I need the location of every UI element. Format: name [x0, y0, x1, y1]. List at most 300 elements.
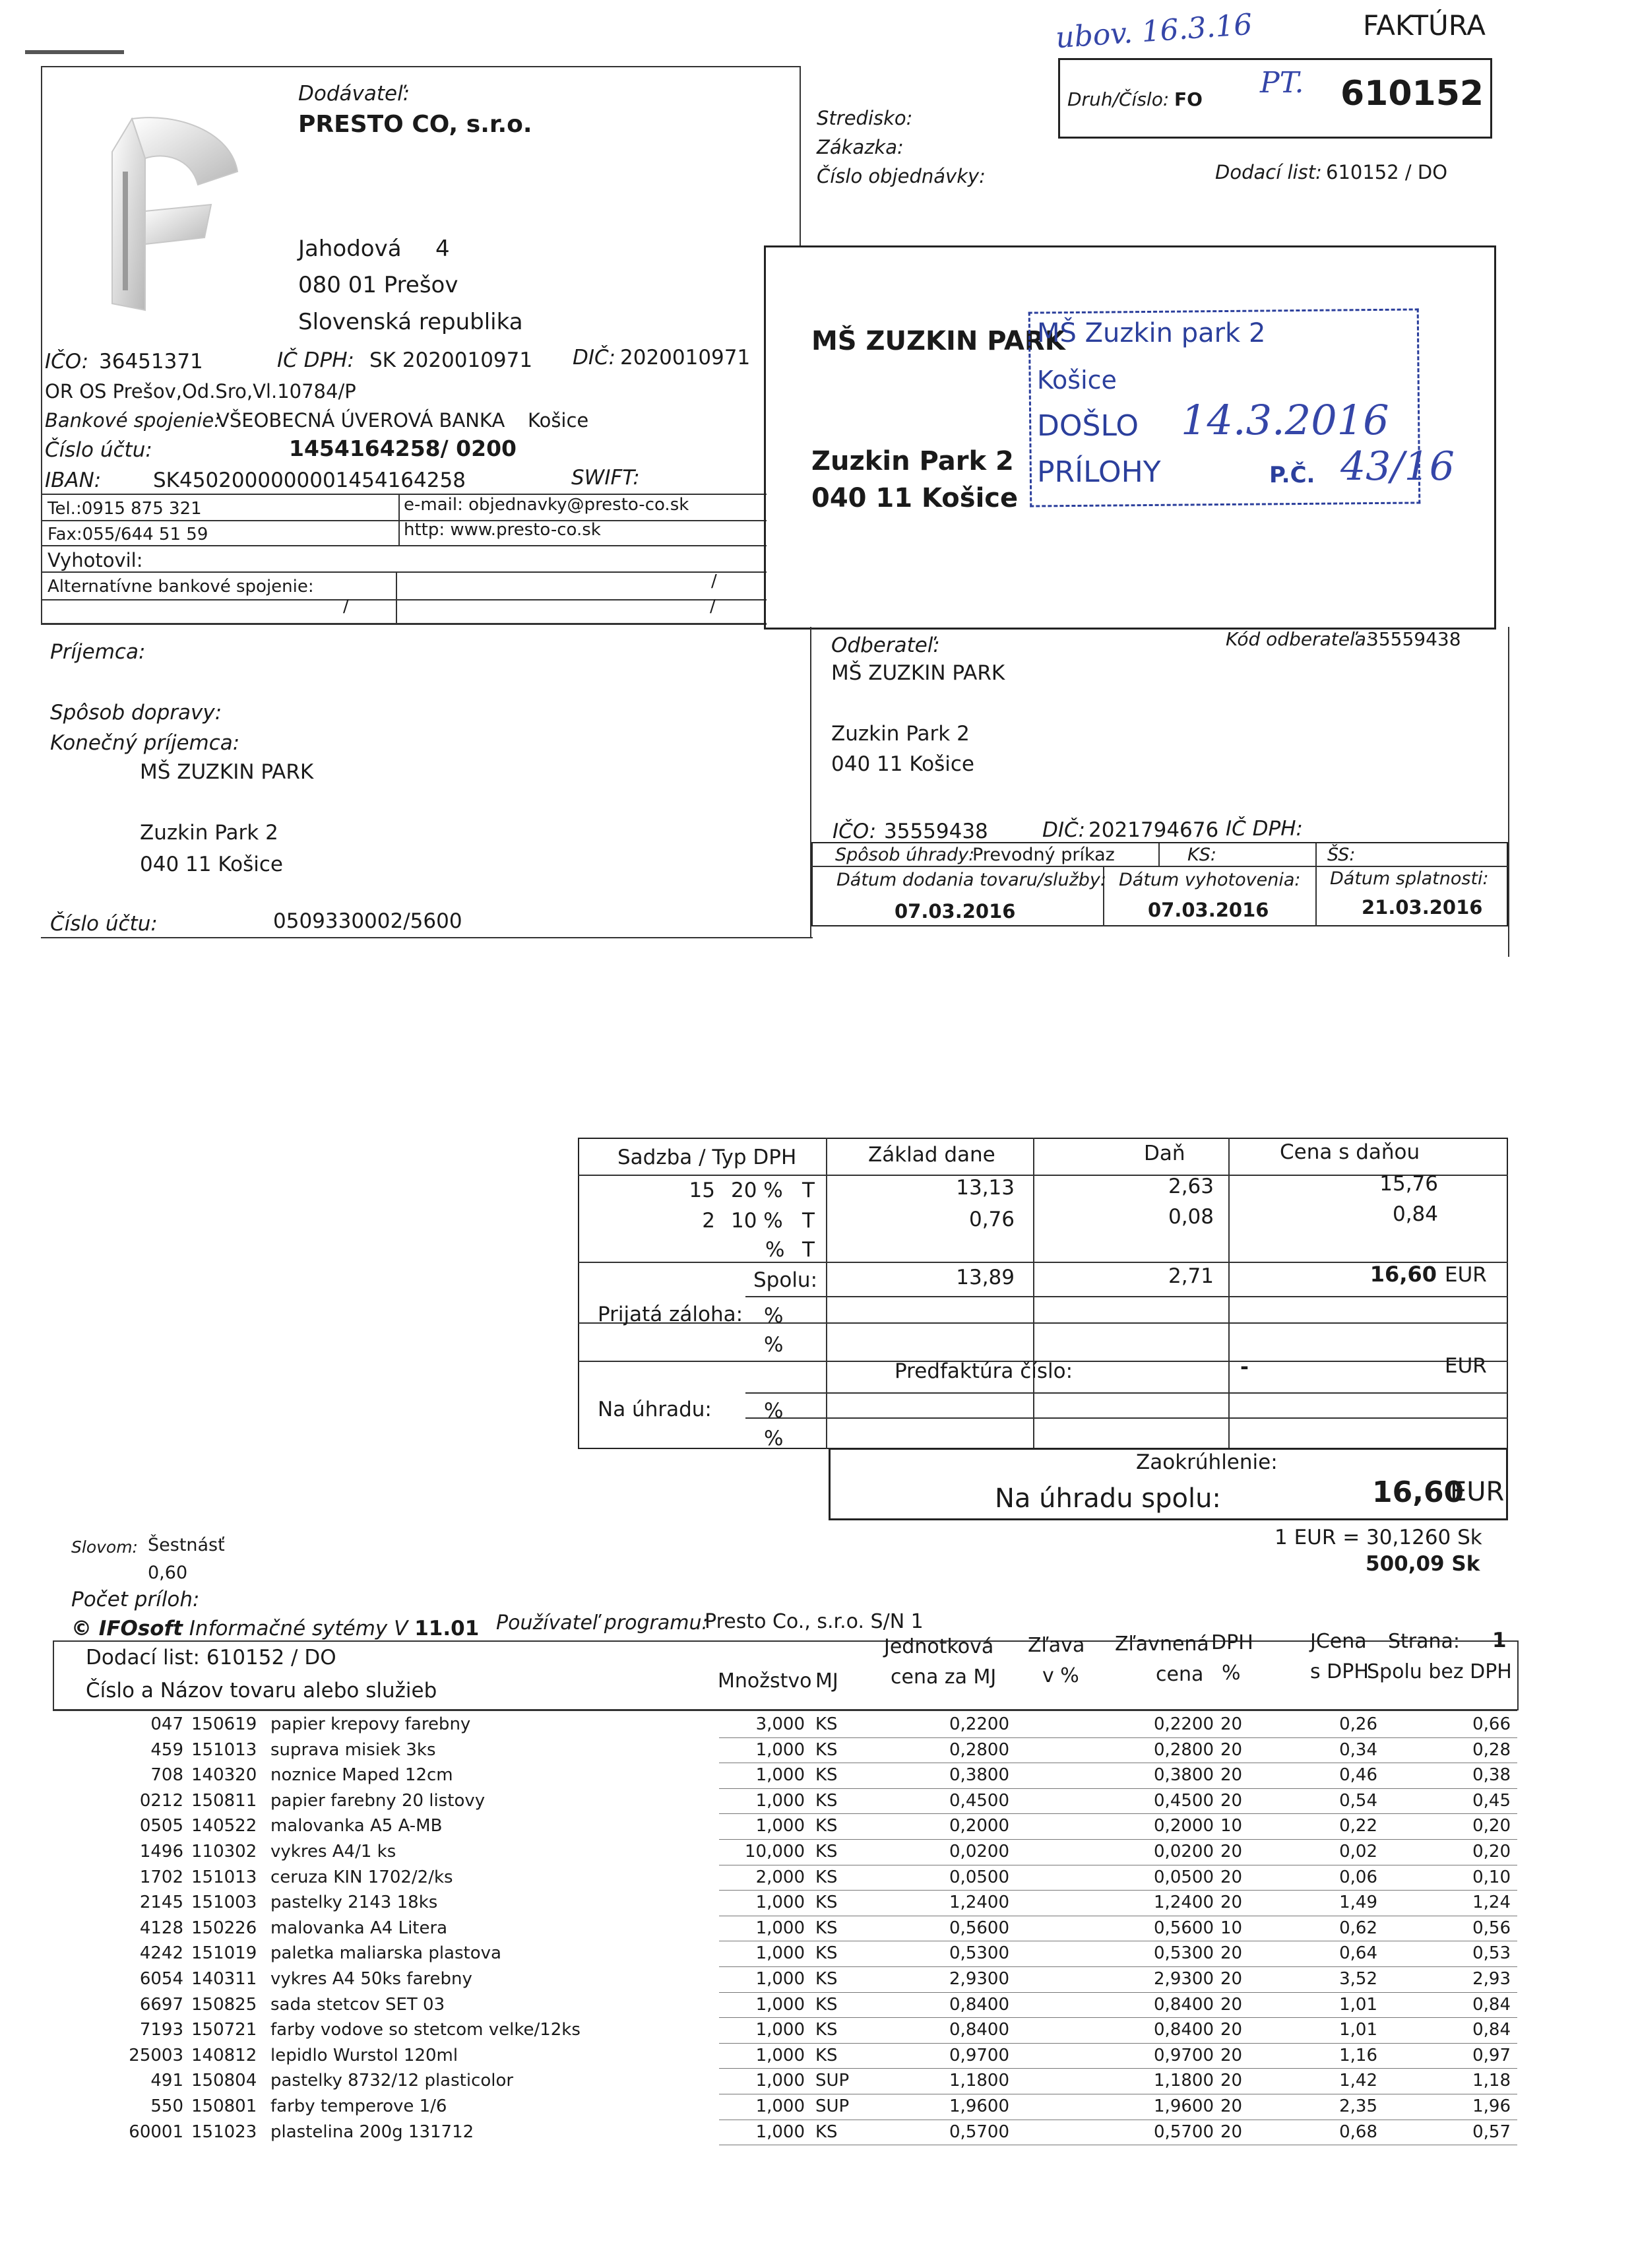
- item-id: 150801: [191, 2096, 257, 2116]
- item-vat-rate: 10: [1220, 1816, 1243, 1836]
- item-name: papier farebny 20 listovy: [270, 1790, 486, 1811]
- supplier-city: 080 01 Prešov: [298, 272, 458, 298]
- vat-header-cena: Cena s daňou: [1280, 1140, 1420, 1164]
- supplier-country: Slovenská republika: [298, 309, 523, 335]
- table-row: [0, 2095, 1517, 2121]
- total-due-amount: 16,60: [1372, 1475, 1464, 1509]
- item-vat-rate: 20: [1220, 1790, 1243, 1811]
- supplier-dic-label: DIČ:: [573, 346, 616, 370]
- items-header-rule: [53, 1709, 1517, 1711]
- stamp-pc-label: P.Č.: [1269, 462, 1315, 488]
- item-name: papier krepovy farebny: [270, 1714, 471, 1734]
- item-qty: 1,000: [755, 1969, 805, 1989]
- item-total: 1,96: [1472, 2096, 1511, 2116]
- item-price-with-vat: 1,49: [1339, 1893, 1377, 1913]
- supplier-street: Jahodová: [298, 236, 402, 262]
- item-code: 459: [150, 1739, 183, 1760]
- cislo-objednavky-label: Číslo objednávky:: [817, 165, 986, 187]
- customer-city: 040 11 Košice: [831, 752, 974, 776]
- item-discounted-price: 0,5700: [1154, 2122, 1214, 2142]
- table-row: [0, 1866, 1517, 1892]
- item-mj: KS: [815, 2045, 838, 2065]
- vat-spolu-zaklad: 13,89: [956, 1266, 1015, 1289]
- item-id: 151019: [191, 1943, 257, 1964]
- item-qty: 1,000: [755, 1918, 805, 1938]
- handwritten-pt: PT.: [1260, 66, 1304, 100]
- item-qty: 10,000: [745, 1842, 805, 1862]
- item-discounted-price: 0,0200: [1154, 1842, 1214, 1862]
- customer-code-label: Kód odberateľa:: [1226, 628, 1373, 650]
- table-row: [0, 1764, 1517, 1790]
- item-name: vykres A4/1 ks: [270, 1842, 396, 1862]
- contact-bot-rule: [41, 545, 767, 546]
- item-vat-rate: 20: [1220, 1969, 1243, 1989]
- item-code: 4242: [139, 1943, 183, 1964]
- customer-code: 35559438: [1367, 628, 1461, 650]
- item-discounted-price: 1,2400: [1154, 1893, 1214, 1913]
- item-id: 140812: [191, 2045, 257, 2065]
- item-total: 0,53: [1472, 1943, 1511, 1964]
- vat-row-rule-5: [745, 1417, 1508, 1419]
- vat-spolu-dan: 2,71: [1168, 1264, 1214, 1288]
- item-name: farby temperove 1/6: [270, 2096, 447, 2116]
- address-street: Zuzkin Park 2: [811, 446, 1014, 476]
- recipient-account-label: Číslo účtu:: [50, 912, 158, 936]
- item-qty: 1,000: [755, 2122, 805, 2142]
- row-rule: [719, 1788, 1517, 1789]
- company-logo: [86, 112, 257, 323]
- prijemca-label: Príjemca:: [50, 640, 146, 664]
- table-row: [0, 1815, 1517, 1840]
- zakazka-label: Zákazka:: [817, 136, 904, 158]
- row-rule: [719, 2017, 1517, 2018]
- table-row: [0, 2019, 1517, 2044]
- items-top-rule: [53, 1640, 1517, 1642]
- scan-mark: [25, 50, 124, 54]
- program-user: Presto Co., s.r.o. S/N 1: [705, 1610, 924, 1633]
- item-price-with-vat: 0,26: [1339, 1714, 1377, 1734]
- stamp-pc-value: 43/16: [1340, 443, 1455, 490]
- item-code: 1496: [139, 1842, 183, 1862]
- na-uhradu-label: Na úhradu:: [598, 1398, 712, 1421]
- table-row: [0, 1968, 1517, 1993]
- supplier-tel: Tel.:0915 875 321: [47, 499, 202, 519]
- payment-info-div-2: [1315, 843, 1317, 926]
- supplier-http: http: www.presto-co.sk: [404, 520, 601, 540]
- item-total: 0,20: [1472, 1842, 1511, 1862]
- items-header-jcena-2: s DPH: [1310, 1660, 1369, 1683]
- vat-header-sadzba: Sadzba / Typ DPH: [617, 1146, 797, 1169]
- vat-row-1-rate: 20 %: [731, 1179, 783, 1202]
- item-discounted-price: 0,2000: [1154, 1816, 1214, 1836]
- invoice-number: 610152: [1340, 74, 1484, 113]
- items-header-disc-2: v %: [1042, 1664, 1079, 1687]
- table-row: [0, 1713, 1517, 1739]
- item-vat-rate: 20: [1220, 2045, 1243, 2065]
- supplier-street-no: 4: [435, 236, 450, 262]
- item-price-with-vat: 0,46: [1339, 1765, 1377, 1786]
- vat-header-dan: Daň: [1144, 1142, 1185, 1165]
- item-price-with-vat: 1,01: [1339, 1994, 1377, 2015]
- software-desc: Informačné sytémy V: [189, 1617, 408, 1640]
- table-row: [0, 1942, 1517, 1968]
- vat-header-zaklad: Základ dane: [868, 1143, 995, 1167]
- item-mj: KS: [815, 1994, 838, 2015]
- items-header-price-1: Jednotková: [884, 1635, 994, 1658]
- supplier-fax: Fax:055/644 51 59: [47, 525, 208, 544]
- alt-bank-slash-1: /: [711, 571, 717, 591]
- item-code: 4128: [139, 1918, 183, 1938]
- item-vat-rate: 20: [1220, 1739, 1243, 1760]
- items-header-price-2: cena za MJ: [891, 1666, 997, 1689]
- item-price-with-vat: 1,01: [1339, 2020, 1377, 2040]
- item-vat-rate: 10: [1220, 1918, 1243, 1938]
- table-row: [0, 2069, 1517, 2095]
- item-vat-rate: 20: [1220, 2071, 1243, 2091]
- table-row: [0, 1993, 1517, 2019]
- item-mj: KS: [815, 2122, 838, 2142]
- supplier-name: PRESTO CO, s.r.o.: [298, 111, 532, 138]
- vat-row-3-rate: %: [765, 1238, 785, 1262]
- alt-bank-divider: [396, 573, 397, 623]
- document-title: FAKTÚRA: [1363, 9, 1486, 42]
- item-unit-price: 0,5700: [949, 2122, 1009, 2142]
- predfaktura-value: -: [1240, 1355, 1249, 1379]
- vat-row-2-zaklad: 0,76: [968, 1208, 1015, 1231]
- item-total: 0,56: [1472, 1918, 1511, 1938]
- item-qty: 1,000: [755, 2096, 805, 2116]
- vat-col-1: [826, 1138, 827, 1449]
- items-right-border: [1517, 1640, 1519, 1710]
- software-version: 11.01: [414, 1617, 480, 1640]
- row-rule: [719, 1813, 1517, 1814]
- item-id: 150721: [191, 2020, 257, 2040]
- item-unit-price: 2,9300: [949, 1969, 1009, 1989]
- item-code: 550: [150, 2096, 183, 2116]
- recipient-city: 040 11 Košice: [140, 853, 283, 876]
- item-unit-price: 0,8400: [949, 1994, 1009, 2015]
- row-rule: [719, 1890, 1517, 1891]
- item-id: 151013: [191, 1739, 257, 1760]
- supplier-label: Dodávateľ:: [298, 82, 410, 106]
- item-name: noznice Maped 12cm: [270, 1765, 453, 1786]
- item-qty: 1,000: [755, 1816, 805, 1836]
- exchange-rate: 1 EUR = 30,1260 Sk: [1274, 1526, 1482, 1549]
- payment-info-mid-rule: [811, 866, 1508, 867]
- row-rule: [719, 1839, 1517, 1840]
- alt-bank-top-rule: [41, 571, 767, 573]
- total-sk: 500,09 Sk: [1366, 1552, 1480, 1576]
- item-id: 150811: [191, 1790, 257, 1811]
- supplier-ico: 36451371: [99, 350, 203, 373]
- item-discounted-price: 2,9300: [1154, 1969, 1214, 1989]
- vat-row-1-n: 15: [689, 1179, 715, 1202]
- item-qty: 1,000: [755, 1739, 805, 1760]
- item-unit-price: 0,5300: [949, 1943, 1009, 1964]
- customer-dic: 2021794676: [1088, 818, 1219, 842]
- item-vat-rate: 20: [1220, 1714, 1243, 1734]
- customer-street: Zuzkin Park 2: [831, 722, 970, 746]
- item-mj: KS: [815, 1765, 838, 1786]
- vat-spolu-cena: 16,60: [1369, 1262, 1437, 1287]
- item-mj: KS: [815, 1790, 838, 1811]
- supplier-bank-city: Košice: [528, 409, 589, 432]
- item-vat-rate: 20: [1220, 1994, 1243, 2015]
- item-price-with-vat: 0,68: [1339, 2122, 1377, 2142]
- item-vat-rate: 20: [1220, 1765, 1243, 1786]
- item-code: 0212: [139, 1790, 183, 1811]
- address-city: 040 11 Košice: [811, 483, 1019, 513]
- item-discounted-price: 0,5300: [1154, 1943, 1214, 1964]
- item-name: suprava misiek 3ks: [270, 1739, 436, 1760]
- item-vat-rate: 20: [1220, 1943, 1243, 1964]
- item-unit-price: 0,2000: [949, 1816, 1009, 1836]
- item-code: 6054: [139, 1969, 183, 1989]
- item-id: 151013: [191, 1867, 257, 1887]
- item-discounted-price: 1,1800: [1154, 2071, 1214, 2091]
- customer-icdph-label: IČ DPH:: [1226, 817, 1303, 841]
- item-name: pastelky 8732/12 plasticolor: [270, 2071, 514, 2091]
- supplier-bottom-rule: [41, 623, 767, 625]
- items-header-name: Číslo a Názov tovaru alebo služieb: [86, 1679, 437, 1702]
- table-row: [0, 1917, 1517, 1943]
- item-discounted-price: 0,3800: [1154, 1765, 1214, 1786]
- item-id: 110302: [191, 1842, 257, 1862]
- item-code: 047: [150, 1714, 183, 1734]
- dodaci-list-value: 610152 / DO: [1326, 161, 1448, 183]
- supplier-ico-label: IČO:: [45, 350, 89, 373]
- item-vat-rate: 20: [1220, 2020, 1243, 2040]
- item-mj: KS: [815, 1969, 838, 1989]
- stamp-line-1: MŠ Zuzkin park 2: [1037, 318, 1266, 348]
- na-uhradu-pct-2: %: [764, 1427, 784, 1450]
- item-name: malovanka A4 Litera: [270, 1918, 448, 1938]
- item-name: lepidlo Wurstol 120ml: [270, 2045, 458, 2065]
- alt-bank-slash-3: /: [710, 597, 716, 616]
- supplier-dic: 2020010971: [620, 346, 751, 370]
- slovom-cents: 0,60: [148, 1563, 188, 1583]
- item-total: 0,28: [1472, 1739, 1511, 1760]
- items-header-jcena-1: JCena: [1310, 1630, 1367, 1653]
- item-qty: 1,000: [755, 1943, 805, 1964]
- supplier-bank-label: Bankové spojenie:: [45, 409, 221, 432]
- item-vat-rate: 20: [1220, 1867, 1243, 1887]
- item-total: 0,10: [1472, 1867, 1511, 1887]
- zaloha-label: Prijatá záloha:: [598, 1303, 743, 1326]
- item-discounted-price: 0,0500: [1154, 1867, 1214, 1887]
- supplier-bank: VŠEOBECNÁ ÚVEROVÁ BANKA: [216, 409, 505, 432]
- datum-vyhotovenia-label: Dátum vyhotovenia:: [1119, 870, 1301, 890]
- vat-col-2: [1033, 1138, 1034, 1449]
- datum-splatnosti: 21.03.2016: [1362, 896, 1483, 919]
- customer-label: Odberateľ:: [831, 633, 940, 657]
- row-rule: [719, 2043, 1517, 2044]
- sposob-uhrady: Prevodný príkaz: [972, 845, 1115, 865]
- datum-splatnosti-label: Dátum splatnosti:: [1330, 868, 1489, 889]
- recipient-bottom-rule: [41, 937, 813, 938]
- item-total: 0,66: [1472, 1714, 1511, 1734]
- item-total: 2,93: [1472, 1969, 1511, 1989]
- vat-row-3-type: T: [802, 1238, 815, 1262]
- item-name: malovanka A5 A-MB: [270, 1816, 443, 1836]
- ss-label: ŠS:: [1327, 845, 1356, 865]
- vat-row-1-type: T: [802, 1179, 815, 1202]
- recipient-street: Zuzkin Park 2: [140, 821, 278, 845]
- supplier-left-border: [41, 66, 42, 624]
- customer-name: MŠ ZUZKIN PARK: [831, 661, 1005, 685]
- pocet-priloh-label: Počet príloh:: [71, 1588, 200, 1611]
- item-unit-price: 0,3800: [949, 1765, 1009, 1786]
- item-code: 0505: [139, 1816, 183, 1836]
- vat-row-rule-1: [745, 1296, 1508, 1297]
- item-discounted-price: 0,2200: [1154, 1714, 1214, 1734]
- item-vat-rate: 20: [1220, 1893, 1243, 1913]
- item-id: 150619: [191, 1714, 257, 1734]
- item-id: 151003: [191, 1893, 257, 1913]
- supplier-iban-label: IBAN:: [45, 469, 102, 492]
- predfaktura-label: Predfaktúra číslo:: [895, 1359, 1073, 1383]
- item-price-with-vat: 1,16: [1339, 2045, 1377, 2065]
- konecny-prijemca-label: Konečný príjemca:: [50, 731, 240, 755]
- item-price-with-vat: 0,64: [1339, 1943, 1377, 1964]
- item-vat-rate: 20: [1220, 2122, 1243, 2142]
- item-unit-price: 0,8400: [949, 2020, 1009, 2040]
- item-mj: KS: [815, 1918, 838, 1938]
- item-name: plastelina 200g 131712: [270, 2122, 474, 2142]
- vat-row-1-cena: 15,76: [1379, 1172, 1438, 1196]
- item-id: 151023: [191, 2122, 257, 2142]
- vat-row-2-cena: 0,84: [1392, 1202, 1438, 1226]
- supplier-account-label: Číslo účtu:: [45, 438, 152, 462]
- item-unit-price: 0,0200: [949, 1842, 1009, 1862]
- item-name: vykres A4 50ks farebny: [270, 1969, 472, 1989]
- item-id: 140522: [191, 1816, 257, 1836]
- ks-label: KS:: [1187, 845, 1216, 865]
- software-credit: [71, 1617, 479, 1640]
- items-header-disc-1: Zľava: [1028, 1634, 1085, 1657]
- total-due-label: Na úhradu spolu:: [995, 1483, 1221, 1514]
- item-price-with-vat: 0,34: [1339, 1739, 1377, 1760]
- alt-bank-slash-2: /: [343, 597, 349, 616]
- items-header-total: Spolu bez DPH: [1367, 1660, 1512, 1683]
- item-total: 1,24: [1472, 1893, 1511, 1913]
- item-vat-rate: 20: [1220, 2096, 1243, 2116]
- zaloha-pct-1: %: [764, 1304, 784, 1328]
- na-uhradu-pct-1: %: [764, 1399, 784, 1423]
- item-total: 1,18: [1472, 2071, 1511, 2091]
- sposob-dopravy-label: Spôsob dopravy:: [50, 701, 222, 725]
- item-id: 150825: [191, 1994, 257, 2015]
- item-discounted-price: 0,5600: [1154, 1918, 1214, 1938]
- item-price-with-vat: 0,62: [1339, 1918, 1377, 1938]
- item-unit-price: 0,0500: [949, 1867, 1009, 1887]
- item-qty: 1,000: [755, 1790, 805, 1811]
- customer-right-border: [1508, 627, 1509, 957]
- vat-row-2-n: 2: [702, 1209, 715, 1233]
- payment-info-div-3: [1158, 843, 1160, 866]
- table-row: [0, 1739, 1517, 1765]
- stamp-doslo-label: DOŠLO: [1037, 409, 1139, 443]
- item-name: pastelky 2143 18ks: [270, 1893, 438, 1913]
- item-code: 491: [150, 2071, 183, 2091]
- table-row: [0, 2044, 1517, 2070]
- item-qty: 1,000: [755, 2020, 805, 2040]
- row-rule: [719, 1737, 1517, 1738]
- item-id: 150804: [191, 2071, 257, 2091]
- item-unit-price: 1,9600: [949, 2096, 1009, 2116]
- items-header-discprice-1: Zľavnená: [1115, 1633, 1209, 1656]
- item-price-with-vat: 0,06: [1339, 1867, 1377, 1887]
- item-discounted-price: 0,2800: [1154, 1739, 1214, 1760]
- contact-divider: [398, 495, 400, 545]
- item-mj: SUP: [815, 2096, 850, 2116]
- vat-row-1-zaklad: 13,13: [956, 1176, 1015, 1200]
- datum-vyhotovenia: 07.03.2016: [1148, 899, 1269, 921]
- item-discounted-price: 0,8400: [1154, 2020, 1214, 2040]
- vat-row-2-type: T: [802, 1209, 815, 1233]
- table-row: [0, 1891, 1517, 1917]
- item-name: farby vodove so stetcom velke/12ks: [270, 2020, 581, 2040]
- datum-dodania: 07.03.2016: [895, 900, 1016, 923]
- item-code: 1702: [139, 1867, 183, 1887]
- item-qty: 2,000: [755, 1867, 805, 1887]
- item-name: paletka maliarska plastova: [270, 1943, 501, 1964]
- row-rule: [719, 2068, 1517, 2069]
- supplier-icdph: SK 2020010971: [369, 348, 533, 372]
- items-header-qty: Množstvo: [718, 1669, 812, 1693]
- vat-row-2-dan: 0,08: [1168, 1205, 1214, 1229]
- stredisko-label: Stredisko:: [817, 107, 913, 129]
- item-total: 0,38: [1472, 1765, 1511, 1786]
- item-vat-rate: 20: [1220, 1842, 1243, 1862]
- item-price-with-vat: 0,54: [1339, 1790, 1377, 1811]
- predfaktura-currency: EUR: [1445, 1354, 1487, 1378]
- customer-dic-label: DIČ:: [1042, 818, 1086, 842]
- item-code: 60001: [129, 2122, 183, 2142]
- alt-bank-bot-rule: [41, 599, 767, 600]
- items-header-dph-2: %: [1222, 1662, 1241, 1685]
- items-header-dph-1: DPH: [1211, 1631, 1253, 1654]
- item-name: sada stetcov SET 03: [270, 1994, 445, 2015]
- item-unit-price: 0,4500: [949, 1790, 1009, 1811]
- supplier-right-border: [800, 66, 801, 247]
- software-name: © IFOsoft: [71, 1617, 183, 1640]
- item-total: 0,84: [1472, 2020, 1511, 2040]
- item-total: 0,45: [1472, 1790, 1511, 1811]
- supplier-account: 1454164258/ 0200: [289, 436, 517, 461]
- item-mj: KS: [815, 2020, 838, 2040]
- item-qty: 1,000: [755, 1893, 805, 1913]
- item-id: 140311: [191, 1969, 257, 1989]
- supplier-register: OR OS Prešov,Od.Sro,Vl.10784/P: [45, 380, 356, 403]
- item-price-with-vat: 1,42: [1339, 2071, 1377, 2091]
- customer-ico: 35559438: [884, 820, 988, 843]
- item-price-with-vat: 3,52: [1339, 1969, 1377, 1989]
- zaokruhlenie-label: Zaokrúhlenie:: [1136, 1450, 1278, 1474]
- items-header-page-label: Strana:: [1388, 1630, 1461, 1653]
- slovom-value: Šestnásť: [148, 1535, 225, 1555]
- item-code: 708: [150, 1765, 183, 1786]
- stamp-prilohy-label: PRÍLOHY: [1037, 455, 1161, 489]
- item-discounted-price: 0,4500: [1154, 1790, 1214, 1811]
- item-total: 0,84: [1472, 1994, 1511, 2015]
- item-unit-price: 0,5600: [949, 1918, 1009, 1938]
- item-unit-price: 0,9700: [949, 2045, 1009, 2065]
- item-discounted-price: 0,8400: [1154, 1994, 1214, 2015]
- sposob-uhrady-label: Spôsob úhrady:: [835, 845, 975, 865]
- item-code: 6697: [139, 1994, 183, 2015]
- item-mj: KS: [815, 1816, 838, 1836]
